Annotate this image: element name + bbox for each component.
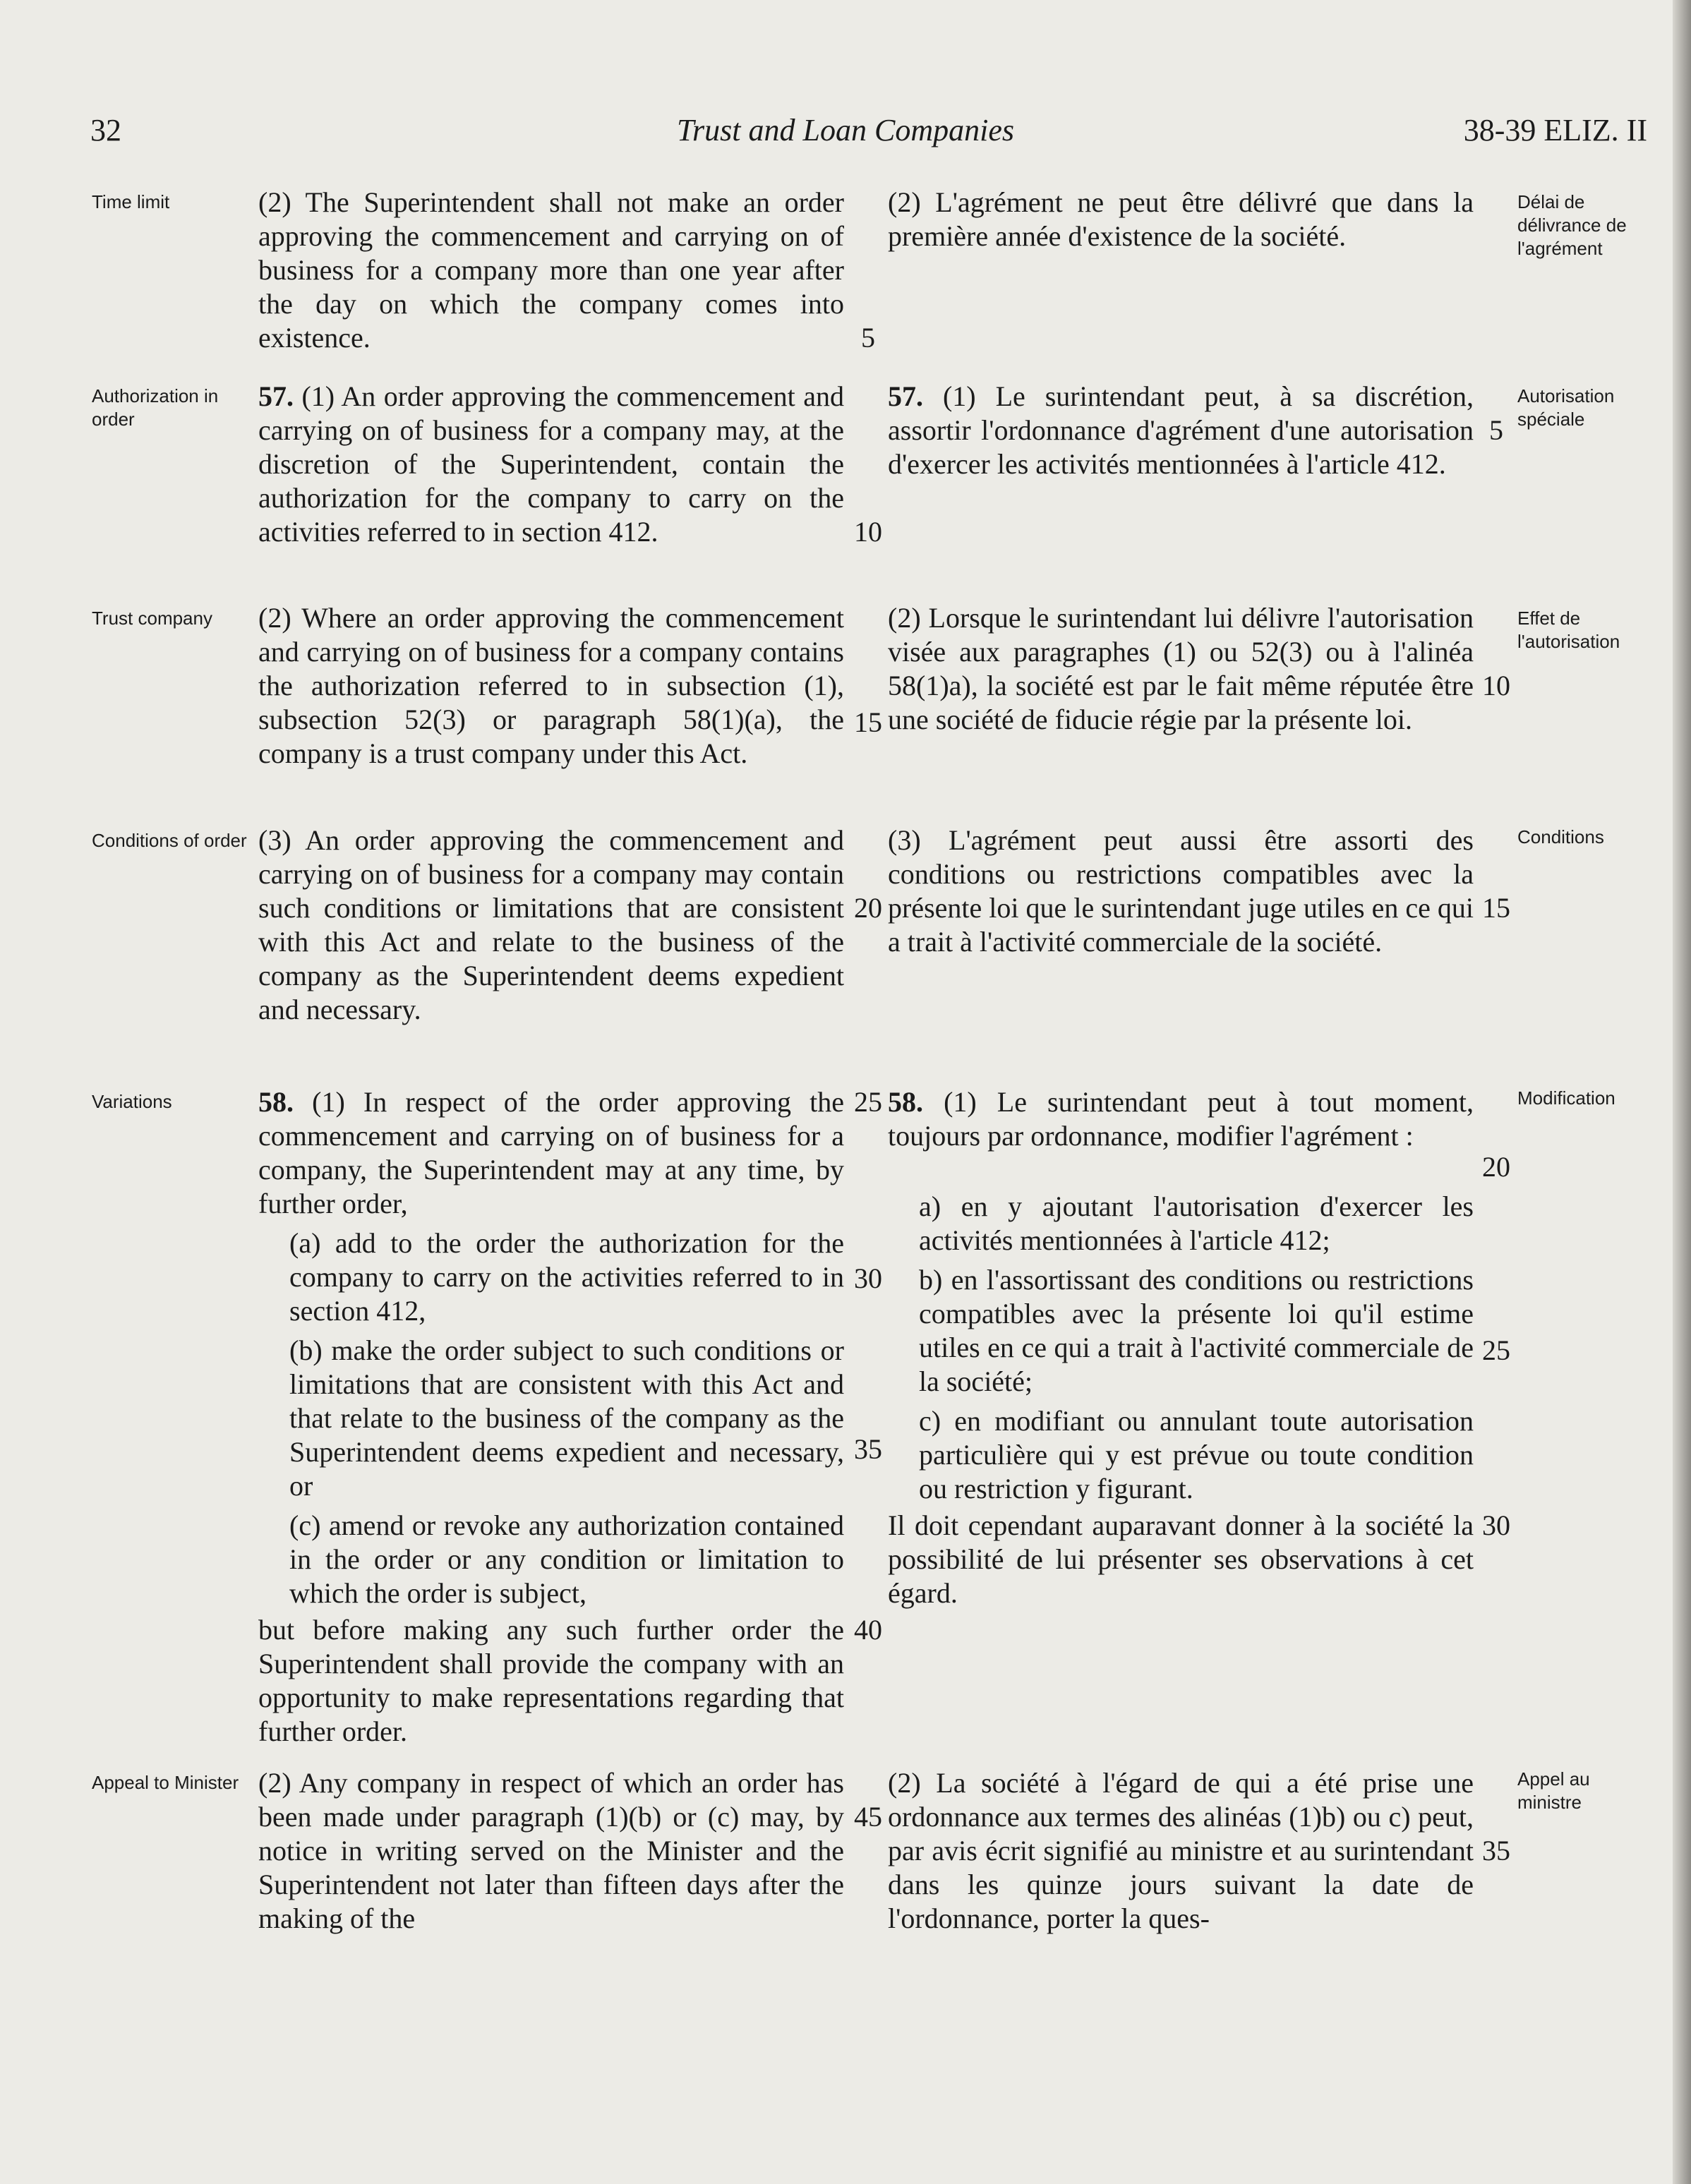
fr-section-57-1-text: (1) Le surintendant peut, à sa discrétion, assortir l'ordonnance d'agrément d'une autorisation d'exercer les activités mentionnées à l'article 412. xyxy=(888,380,1474,480)
en-section-58-closing: but before making any such further order the Superintendent shall provide the company with an opportunity to make representations regarding that further order. xyxy=(258,1614,844,1747)
en-line-number: 20 xyxy=(854,892,882,924)
en-paragraph-c: (c) amend or revoke any authorization contained in the order or any condition or limitation to which the order is subject, xyxy=(289,1509,844,1609)
margin-note-appel: Appel au ministre xyxy=(1517,1768,1590,1813)
fr-paragraph-b: b) en l'assortissant des conditions ou restrictions compatibles avec la présente loi qu'il estime utiles en ce qui a trait à l'activité commerciale de la société; xyxy=(919,1264,1474,1397)
margin-note-conditions-fr: Conditions xyxy=(1517,826,1604,847)
margin-note-trust-company: Trust company xyxy=(92,608,212,629)
fr-paragraph-list xyxy=(888,1190,1474,1506)
margin-note-conditions: Conditions of order xyxy=(92,830,247,851)
page-number: 32 xyxy=(90,113,121,147)
en-line-number: 30 xyxy=(854,1262,882,1294)
fr-section-57-3: (3) L'agrément peut aussi être assorti des conditions ou restrictions compatibles avec la présente loi que le surintendant juge utiles en ce qui a trait à l'activité commerciale de la société. xyxy=(888,824,1474,958)
fr-line-number: 20 xyxy=(1482,1151,1510,1183)
en-line-number: 40 xyxy=(854,1614,882,1646)
fr-section-58-1 xyxy=(888,1085,1474,1153)
en-section-58-number: 58. xyxy=(258,1086,294,1118)
en-section-56-2: (2) The Superintendent shall not make an order approving the commencement and carrying on of business for a company more than one year after the day on which the company comes into existence. xyxy=(258,186,844,354)
page-title: Trust and Loan Companies xyxy=(677,113,1014,147)
en-line-number: 25 xyxy=(854,1086,882,1118)
en-section-57-2: (2) Where an order approving the commencement and carrying on of business for a company contains the authorization referred to in subsection (1), subsection 52(3) or paragraph 58(1)(a), the company is a trust company under this Act. xyxy=(258,602,844,769)
fr-section-56-2: (2) L'agrément ne peut être délivré que dans la première année d'existence de la société. xyxy=(888,186,1474,252)
page-edge-shadow xyxy=(1673,0,1691,2184)
fr-line-number: 35 xyxy=(1482,1835,1510,1866)
en-paragraph-list xyxy=(258,1226,844,1610)
en-section-58-2: (2) Any company in respect of which an order has been made under paragraph (1)(b) or (c) may, by notice in writing served on the Minister and the Superintendent not later than fifteen days after the making of the xyxy=(258,1767,844,1934)
fr-line-number: 30 xyxy=(1482,1509,1510,1541)
margin-note-effet: Effet de l'autorisation xyxy=(1517,608,1620,652)
margin-note-authorization: Authorization in order xyxy=(92,385,219,430)
fr-line-number: 10 xyxy=(1482,670,1510,701)
fr-line-number: 5 xyxy=(1489,414,1503,446)
en-line-number: 15 xyxy=(854,706,882,738)
fr-section-58-closing: Il doit cependant auparavant donner à la société la possibilité de lui présenter ses observations à cet égard. xyxy=(888,1509,1474,1609)
en-section-57-number: 57. xyxy=(258,380,294,412)
en-line-number: 10 xyxy=(854,516,882,548)
running-header: 38-39 ELIZ. II xyxy=(1463,113,1647,147)
fr-line-number: 25 xyxy=(1482,1334,1510,1366)
fr-section-58-1-text: (1) Le surintendant peut à tout moment, toujours par ordonnance, modifier l'agrément : xyxy=(888,1086,1474,1152)
margin-note-delai: Délai de délivrance de l'agrément xyxy=(1517,191,1627,259)
en-line-number: 5 xyxy=(861,322,875,354)
fr-section-58-2: (2) La société à l'égard de qui a été prise une ordonnance aux termes des alinéas (1)b) ou c) peut, par avis écrit signifié au ministre et au surintendant dans les quinze jours suivant la date de l'ordonnance, porter la ques- xyxy=(888,1767,1474,1934)
fr-paragraph-c: c) en modifiant ou annulant toute autorisation particulière qui y est prévue ou toute condition ou restriction y figurant. xyxy=(919,1405,1474,1504)
en-paragraph-b: (b) make the order subject to such conditions or limitations that are consistent with this Act and that relate to the business of the company as the Superintendent deems expedient and necessary, or xyxy=(289,1334,844,1502)
en-section-57-1-text: (1) An order approving the commencement and carrying on of business for a company may, at the discretion of the Superintendent, contain the authorization for the company to carry on the activities referred to in section 412. xyxy=(258,380,844,548)
fr-section-57-number: 57. xyxy=(888,380,923,412)
en-section-57-1 xyxy=(258,380,844,549)
en-paragraph-a: (a) add to the order the authorization for the company to carry on the activities referred to in section 412, xyxy=(289,1227,844,1327)
en-line-number: 35 xyxy=(854,1433,882,1465)
en-section-57-3: (3) An order approving the commencement and carrying on of business for a company may contain such conditions or limitations that are consistent with this Act and relate to the business of the company as the Superintendent deems expedient and necessary. xyxy=(258,824,844,1025)
fr-line-number: 15 xyxy=(1482,892,1510,924)
en-section-58-1 xyxy=(258,1085,844,1221)
fr-section-58-number: 58. xyxy=(888,1086,923,1118)
margin-note-variations: Variations xyxy=(92,1091,172,1112)
margin-note-appeal: Appeal to Minister xyxy=(92,1772,239,1793)
fr-section-57-2: (2) Lorsque le surintendant lui délivre l'autorisation visée aux paragraphes (1) ou 52(3) ou à l'alinéa 58(1)a), la société est par le fait même réputée être une société de fiducie régie par la présente loi. xyxy=(888,602,1474,735)
en-line-number: 45 xyxy=(854,1801,882,1833)
fr-section-57-1 xyxy=(888,380,1474,481)
margin-note-time-limit: Time limit xyxy=(92,191,170,212)
fr-paragraph-a: a) en y ajoutant l'autorisation d'exercer les activités mentionnées à l'article 412; xyxy=(919,1190,1474,1256)
margin-note-autorisation: Autorisation spéciale xyxy=(1517,385,1615,430)
en-section-58-1-text: (1) In respect of the order approving the commencement and carrying on of business for a company, the Superintendent may at any time, by further order, xyxy=(258,1086,844,1219)
margin-note-modification: Modification xyxy=(1517,1087,1615,1109)
